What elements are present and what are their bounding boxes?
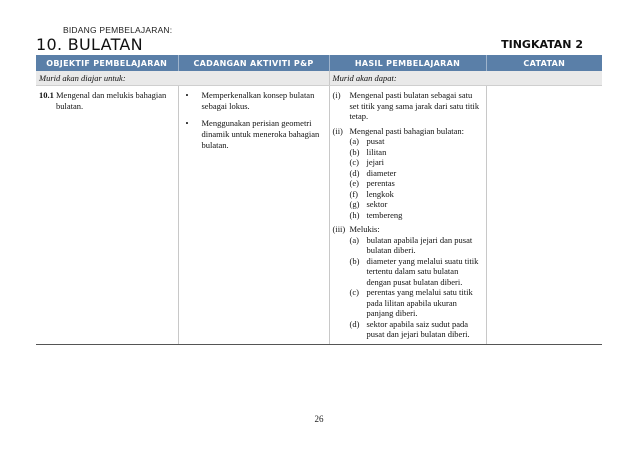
bullet-icon: • [185,90,189,100]
subheader-able: Murid akan dapat: [329,71,602,86]
subitem-text: jejari [366,157,384,167]
subitem-text: lilitan [366,146,387,157]
subitem-letter: (f) [349,188,358,199]
outcome-subitem [350,319,480,340]
form-level: TINGKATAN 2 [501,38,583,51]
subitem-letter: (b) [349,255,360,266]
subitem-text: bulatan apabila jejari dan pusat bulatan diberi. [366,234,473,255]
outcome-item [333,126,480,221]
outcome-subitem [350,287,480,319]
subitem-text: sektor [366,199,388,209]
activity-text: Memperkenalkan konsep bulatan sebagai lokus. [201,90,315,111]
outcome-subitem [350,199,480,210]
subitem-letter: (d) [349,167,360,178]
outcome-subitem [350,136,480,147]
syllabus-table [36,55,602,345]
outcome-subitem [350,189,480,200]
subitem-letter: (g) [349,199,360,209]
outcome-subitem [350,147,480,158]
column-header: CATATAN [486,55,602,71]
activity-item [185,90,325,112]
outcome-number: (iii) [332,224,346,234]
subitem-text: diameter [366,167,397,178]
page-number: 26 [314,414,324,424]
outcome-subitem [350,157,480,168]
activity-item [185,118,325,151]
column-header: CADANGAN AKTIVITI P&P [178,55,329,71]
outcome-subitem [350,210,480,221]
outcomes-cell [329,86,486,345]
outcome-item [333,90,480,122]
subheader-taught: Murid akan diajar untuk: [36,71,329,86]
subitem-letter: (d) [349,318,360,329]
outcome-subitem [350,178,480,189]
activities-cell [178,86,329,345]
notes-cell [486,86,602,345]
table-row [36,86,602,345]
objective-cell [36,86,178,345]
subitem-letter: (e) [349,178,359,188]
subitem-letter: (c) [349,157,359,167]
outcome-text: Mengenal pasti bulatan sebagai satu set titik yang sama jarak dari satu titik tetap. [349,90,480,121]
column-header: OBJEKTIF PEMBELAJARAN [36,55,178,71]
bullet-icon: • [185,118,189,128]
subitem-text: perentas [366,178,395,188]
outcome-subitem [350,235,480,256]
subitem-letter: (c) [349,287,359,297]
outcome-text: Melukis: [349,224,380,234]
subitem-letter: (a) [349,234,359,245]
objective-text: Mengenal dan melukis bahagian bulatan. [56,90,167,111]
learning-area-label: BIDANG PEMBELAJARAN: [63,25,173,35]
outcome-number: (i) [332,90,341,100]
subitem-text: pusat [366,136,385,146]
outcome-item [333,224,480,340]
subitem-letter: (h) [349,209,360,220]
topic-title: 10. BULATAN [36,35,143,54]
column-header: HASIL PEMBELAJARAN [329,55,486,71]
subitem-text: perentas yang melalui satu titik pada lilitan apabila ukuran panjang diberi. [366,287,473,318]
table-header-row [36,55,602,71]
subitem-text: diameter yang melalui suatu titik tertentu dalam satu bulatan dengan pusat bulatan diberi. [366,255,479,287]
outcome-number: (ii) [332,125,343,136]
subitem-letter: (a) [349,136,359,146]
activity-text: Menggunakan perisian geometri dinamik untuk meneroka bahagian bulatan. [201,118,320,150]
outcome-subitem [350,256,480,288]
subitem-letter: (b) [349,146,360,157]
table-subheader-row [36,71,602,86]
subitem-text: sektor apabila saiz sudut pada pusat dan jejari bulatan diberi. [366,318,470,339]
objective-code: 10.1 [39,90,54,100]
subitem-text: lengkok [366,188,394,199]
outcome-subitem [350,168,480,179]
outcome-text: Mengenal pasti bahagian bulatan: [349,125,464,136]
subitem-text: tembereng [366,209,403,220]
